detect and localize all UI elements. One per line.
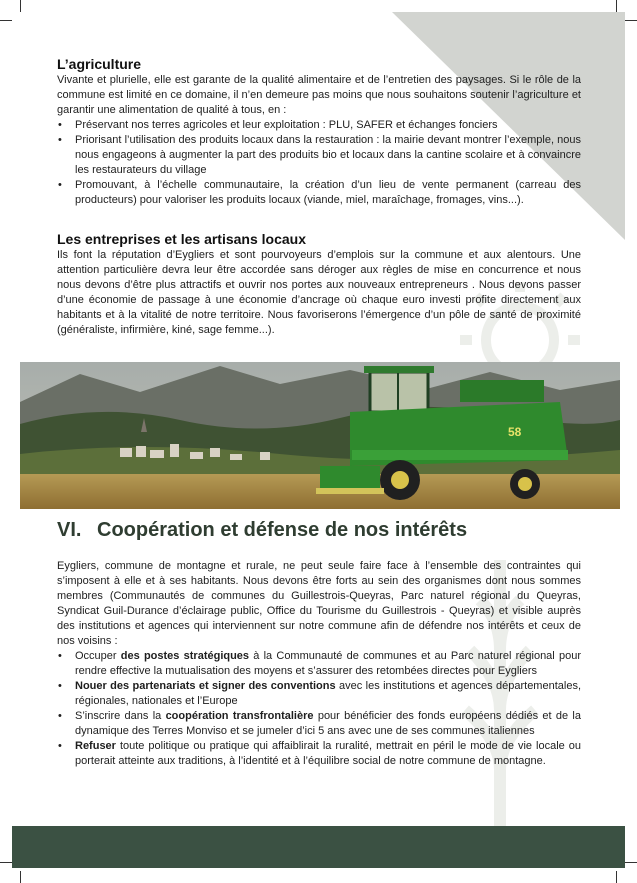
agriculture-title: L’agriculture [57, 56, 142, 72]
item-text: toute politique ou pratique qui affaiblirait la ruralité, mettrait en péril le mode de vie locale ou porterait atteinte aux traditions, à l’identité et à l’équilibre social de notre commune de montagne. [75, 740, 581, 767]
cooperation-intro: Eygliers, commune de montagne et rurale, ne peut seule faire face à l’ensemble des contraintes qui s’imposent à elle et à ses habitants. Nous devons être forts au sein des organismes dont nous sommes membres (Communautés de communes du Guillestrois-Queyras, Parc naturel régional du Queyras, Syndicat Guil-Durance d’éclairage public, Office du Tourisme du Guillestrois - Queyras) et visible auprès des institutions et agences qui interviennent sur notre commune afin de défendre nos intérêts et ceux de nos voisins : [57, 560, 581, 647]
harvester-photo [20, 362, 620, 509]
agriculture-section [57, 56, 581, 208]
list-item: • Priorisant l’utilisation des produits locaux dans la restauration : la mairie devant montrer l’exemple, nous nous engageons à augmenter la part des produits bio et locaux dans la cantine scolaire et à convaincre les restaurateurs du village [57, 133, 581, 178]
section-heading [57, 517, 467, 543]
item-emphasis: coopération transfrontalière [165, 710, 314, 722]
entreprises-title: Les entreprises et les artisans locaux [57, 231, 307, 247]
section-number: VI. [57, 519, 82, 541]
section-title: Coopération et défense de nos intérêts [97, 519, 468, 541]
item-emphasis: Nouer des partenariats et signer des conventions [75, 680, 336, 692]
item-text: pour bénéficier des fonds européens dédiés et de la dynamique des Terres Monviso et se jumeler d’ici 5 ans avec une de ses communes italiennes [75, 710, 581, 737]
item-emphasis: Refuser [75, 740, 116, 752]
item-text: à la Communauté de communes et au Parc naturel régional pour rendre effective la mutualisation des moyens et s’assurer des retombées directes pour Eygliers [75, 650, 581, 677]
entreprises-body: Ils font la réputation d’Eygliers et sont pourvoyeurs d’emplois sur la commune et aux alentours. Une attention particulière devra leur être accordée sans déroger aux règles de mise en concurrence et nous nous devons d’être plus attractifs et ouvrir nos portes aux nouveaux entrepreneurs . Nous devons passer d’une économie de passage à une économie d’ancrage où chaque euro investi profite directement aux habitants et à la vitalité de notre territoire. Nous favoriserons l’émergence d’un pôle de santé de proximité (généraliste, infirmière, kiné, sage femme...). [57, 249, 581, 336]
item-text: avec les institutions et agences départementales, régionales, nationales et l’Europe [75, 680, 581, 707]
entreprises-section [57, 231, 581, 338]
agriculture-intro: Vivante et plurielle, elle est garante de la qualité alimentaire et de l’entretien des paysages. Si le rôle de la commune est limité en ce domaine, il n’en demeure pas moins que nous souhaitons soutenir l’agriculture et garantir une alimentation de qualité à tous, en : [57, 74, 581, 116]
agriculture-list [57, 118, 581, 208]
list-item [57, 739, 581, 769]
list-item [57, 649, 581, 679]
item-text: Occuper [75, 650, 121, 662]
cooperation-list [57, 649, 581, 769]
list-item: • Promouvant, à l’échelle communautaire, la création d’un lieu de vente permanent (carreau des producteurs) pour valoriser les produits locaux (viande, miel, maraîchage, fromages, vins...). [57, 178, 581, 208]
item-text: S’inscrire dans la [75, 710, 166, 722]
list-item [57, 679, 581, 709]
harvester-badge: 58 [508, 425, 522, 439]
item-emphasis: des postes stratégiques [120, 650, 250, 662]
footer-band [12, 826, 625, 868]
list-item: • Préservant nos terres agricoles et leur exploitation : PLU, SAFER et échanges fonciers [57, 118, 581, 133]
cooperation-section [57, 559, 581, 769]
list-item [57, 709, 581, 739]
